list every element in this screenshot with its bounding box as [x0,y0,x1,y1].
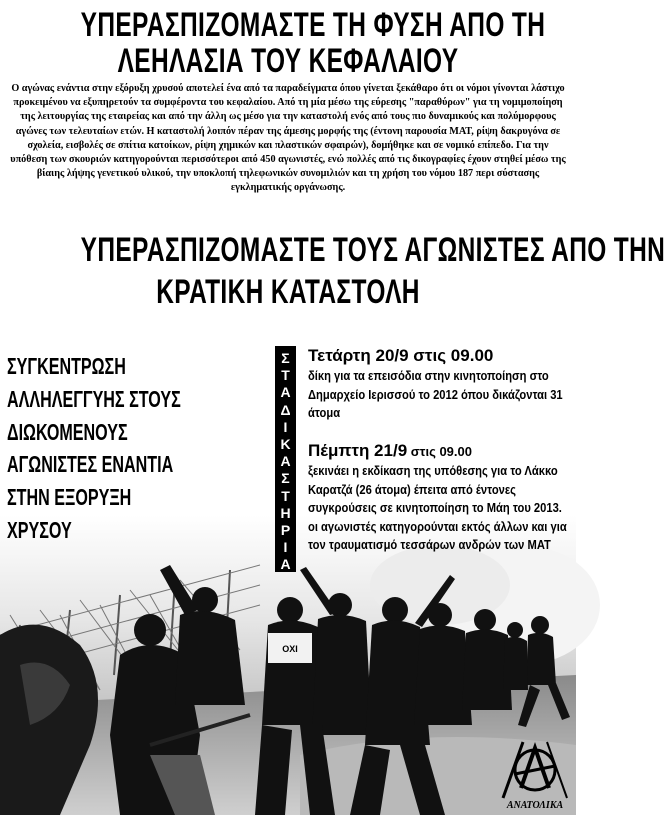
courts-vertical-label [275,346,296,572]
rally-line: ΧΡΥΣΟΥ [7,516,72,543]
court-letter: Ι [283,418,288,435]
court-letter: Η [280,504,291,521]
court-letter: Ρ [280,522,291,539]
trial-event-1 [308,346,570,423]
trial-event-2 [308,441,570,555]
event-day: Πέμπτη 21/9 [308,441,408,460]
court-letter: Σ [281,350,290,366]
intro-paragraph: Ο αγώνας ενάντια στην εξόρυξη χρυσού αποτελεί ένα από τα παραδείγματα όπου γίνεται ξεκάθαρο ότι οι νόμοι γίνονται λάστιχο προκειμένου να εξυπηρετούν τα συμφέροντα του κεφαλαίου. Από τη μία μέσω της εύρεσης "παραθύρων" για τη νομιμοποίηση της λειτουργίας της εταιρείας και από την άλλη ως μέσο για την καταστολή ενός από τους πιο δυναμικούς και πολύμορφους αγώνες των τελευταίων ετών. Η καταστολή λοιπόν πέραν της άμεσης μορφής της (έντονη παρουσία ΜΑΤ, ρίψη δακρυγόνα σε σχολεία, εισβολές σε σπίτια κατοίκων, ρίψη χημικών και πλαστικών σφαιρών), δομήθηκε και σε νομικό επίπεδο. Για την υπόθεση των σκουριών κατηγορούνται περισσότεροι από 450 αγωνιστές, ενώ πολλές από τις δικογραφίες έχουν στηθεί μέσω της βίαιης λήψης γενετικού υλικού, την υποκλοπή τηλεφωνικών συνομιλιών και τη χρήση του νόμου 187 περι σύστασης εγκληματικής οργάνωσης. [10,83,566,194]
headline-top-line1: ΥΠΕΡΑΣΠΙΖΟΜΑΣΤΕ ΤΗ ΦΥΣΗ ΑΠΟ ΤΗ [80,6,546,44]
rally-line: ΔΙΩΚΟΜΕΝΟΥΣ [7,418,128,445]
court-letter: Ι [283,539,288,556]
event-time: στις 09.00 [407,444,472,459]
court-letter: Τ [281,367,290,384]
court-letter: Α [280,384,291,401]
event-day: Τετάρτη 20/9 στις 09.00 [308,346,494,365]
court-letter: Κ [280,436,291,453]
court-letter: Σ [281,470,290,487]
court-letter: Α [280,556,291,573]
anatolika-logo [497,740,573,812]
anarchy-a-icon [497,740,573,800]
shirt-slogan: ΟΧΙ [282,644,298,654]
event-description: δίκη για τα επεισόδια στην κινητοποίηση στο Δημαρχείο Ιερισσού το 2012 όπου δικάζονται 31 άτομα [308,368,563,421]
court-letter: Δ [280,401,291,418]
headline-mid-line2: ΚΡΑΤΙΚΗ ΚΑΤΑΣΤΟΛΗ [156,273,420,311]
rally-line: ΑΓΩΝΙΣΤΕΣ ΕΝΑΝΤΙΑ [7,451,174,478]
rally-line: ΣΤΗΝ ΕΞΟΡΥΞΗ [7,484,132,511]
headline-top-line2: ΛΕΗΛΑΣΙΑ ΤΟΥ ΚΕΦΑΛΑΙΟΥ [117,42,459,80]
logo-name: ΑΝΑΤΟΛΙΚΑ [506,800,564,811]
court-letter: Α [280,453,291,470]
event-description: ξεκινάει η εκδίκαση της υπόθεσης για το Λάκκο Καρατζά (26 άτομα) έπειτα από έντονες συγκρούσεις σε κινητοποίηση το Μάη του 2013. οι αγωνιστές κατηγορούνται εκτός άλλων και για τον τραυματισμό τεσσάρων ανδρών των ΜΑΤ [308,463,567,553]
court-letter: Τ [281,487,290,504]
rally-line: ΣΥΓΚΕΝΤΡΩΣΗ [7,353,126,379]
rally-line: ΑΛΛΗΛΕΓΓΥΗΣ ΣΤΟΥΣ [7,385,181,412]
headline-mid-line1: ΥΠΕΡΑΣΠΙΖΟΜΑΣΤΕ ΤΟΥΣ ΑΓΩΝΙΣΤΕΣ ΑΠΟ ΤΗΝ [80,231,665,269]
